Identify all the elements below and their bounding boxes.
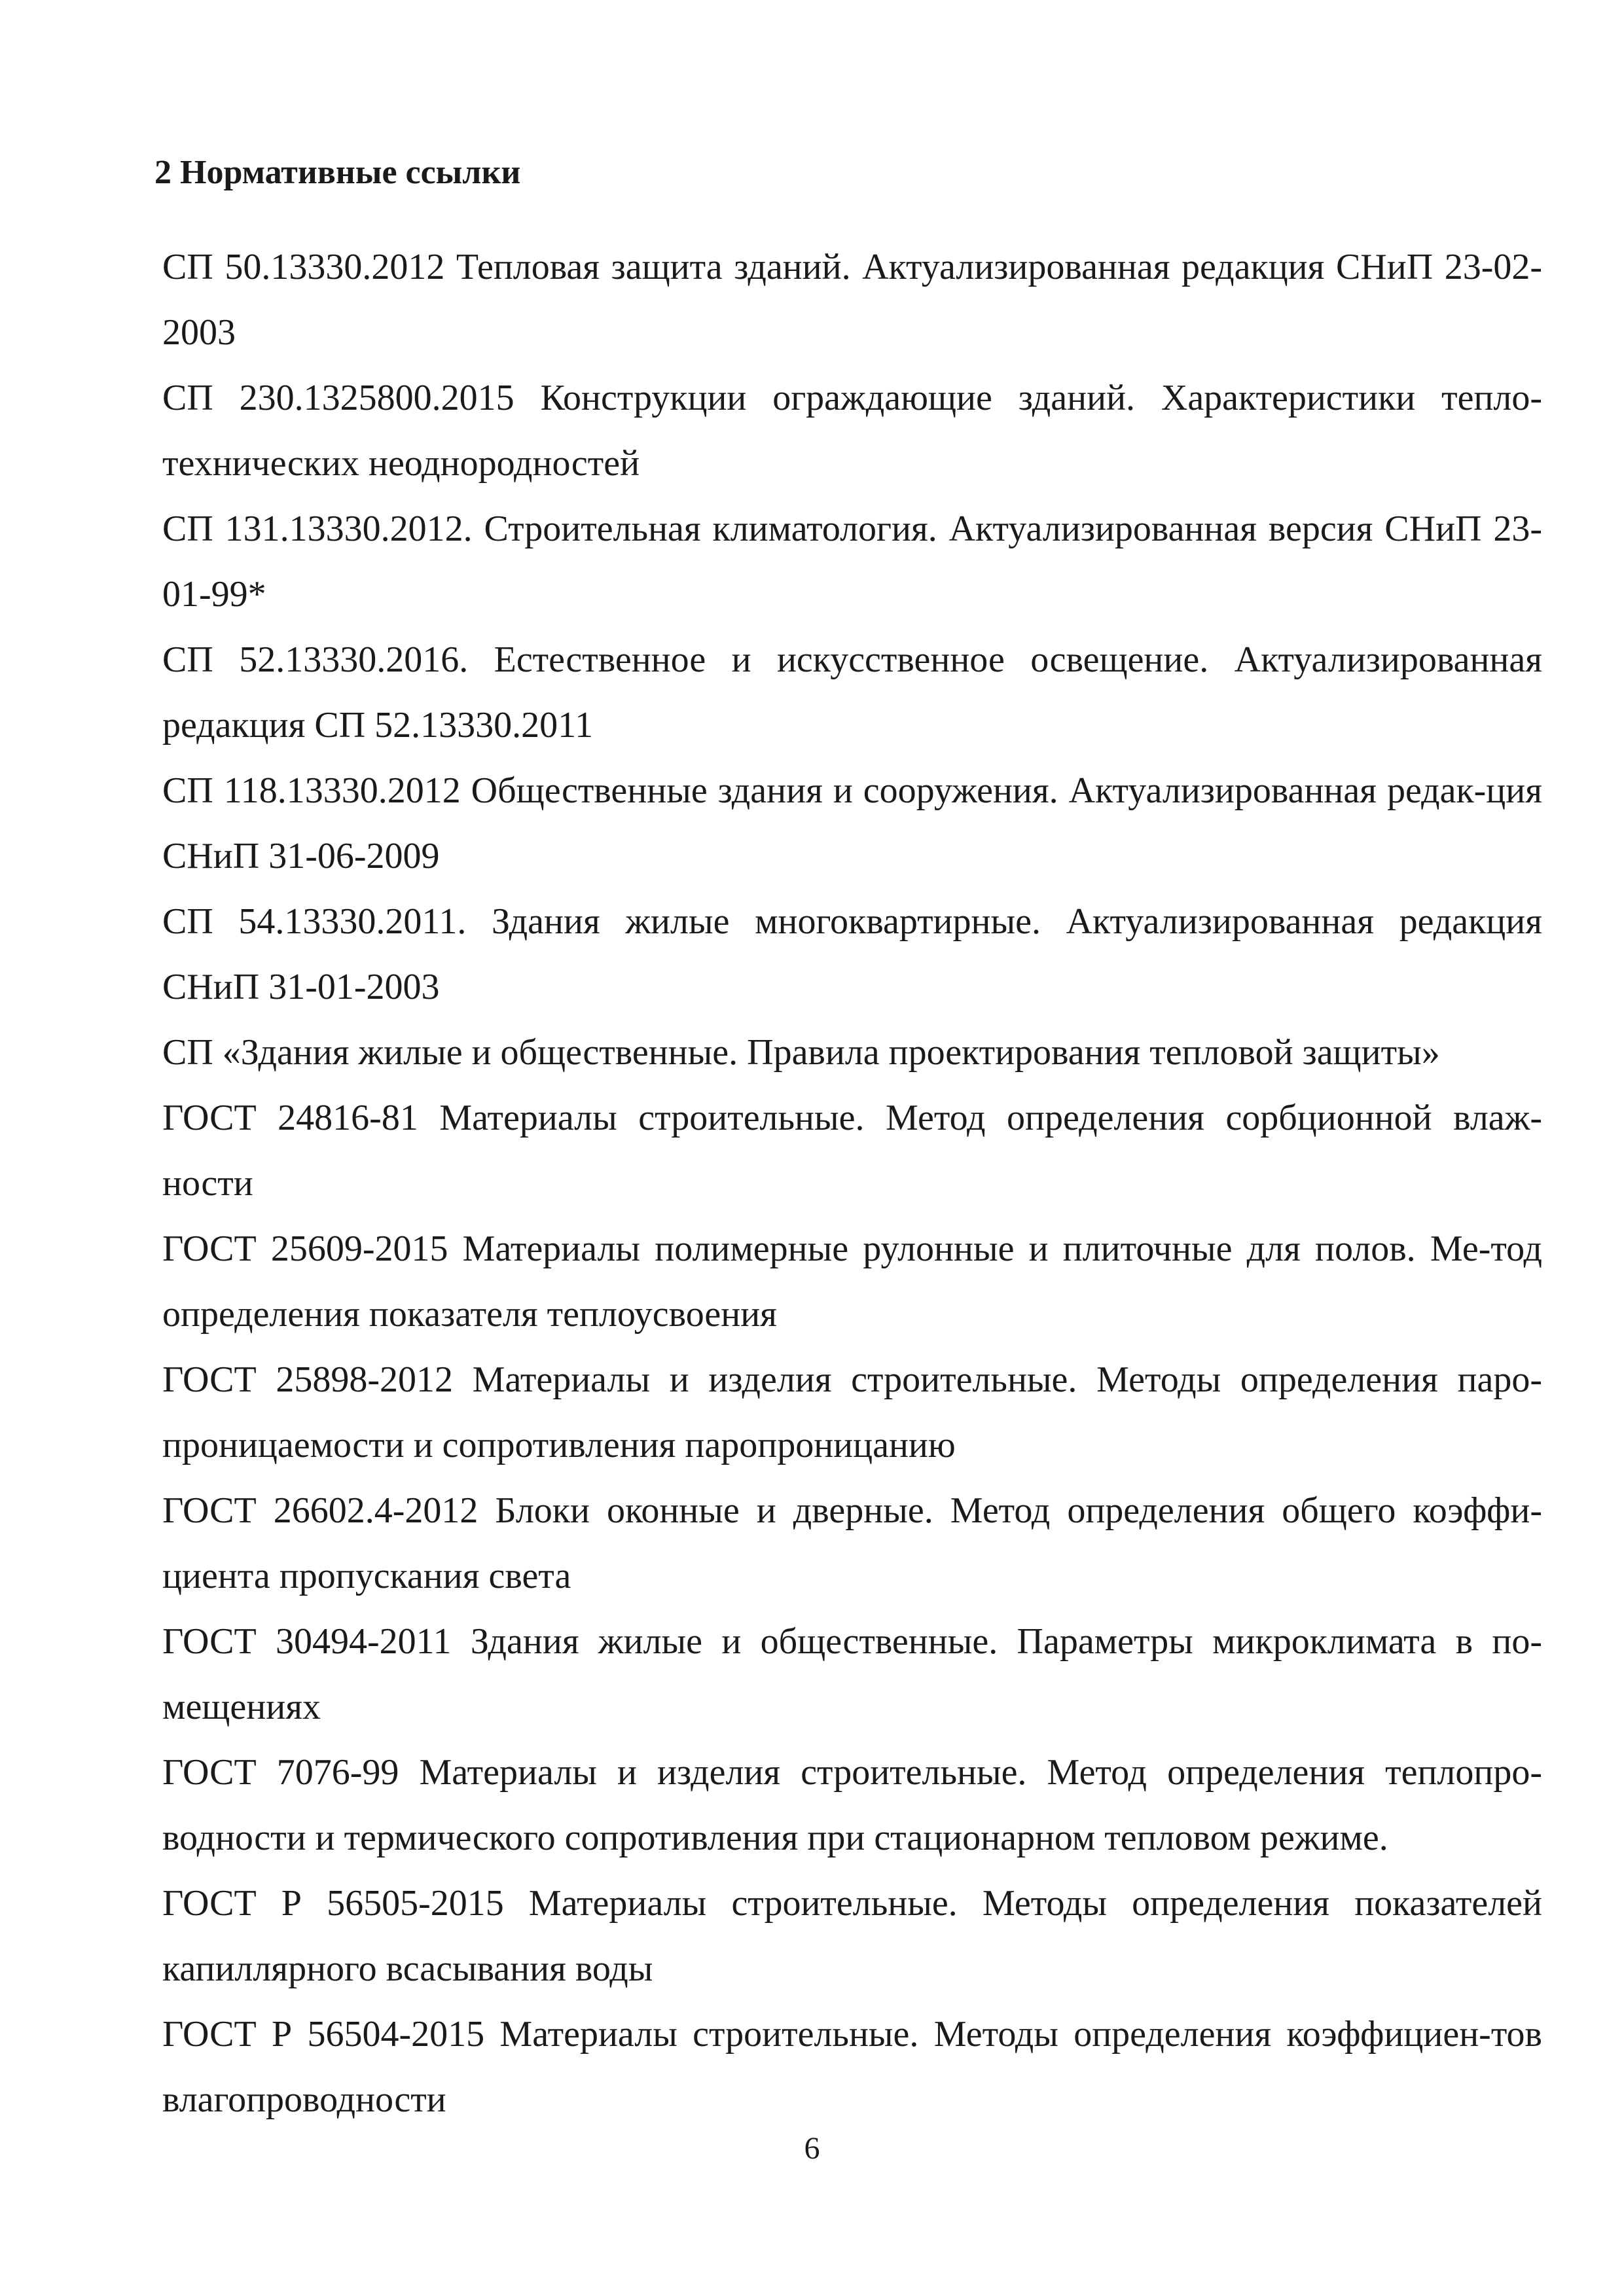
reference-item: ГОСТ 24816-81 Материалы строительные. Метод определения сорбционной влаж-ности: [162, 1098, 1542, 1204]
reference-item: ГОСТ 30494-2011 Здания жилые и общественные. Параметры микроклимата в по-мещениях: [162, 1621, 1542, 1727]
reference-item: СП 131.13330.2012. Строительная климатология. Актуализированная версия СНиП 23-01-99*: [162, 509, 1542, 615]
reference-item: СП «Здания жилые и общественные. Правила проектирования тепловой защиты»: [162, 1032, 1440, 1073]
reference-item: ГОСТ 26602.4-2012 Блоки оконные и дверные. Метод определения общего коэффи-циента пропускания света: [162, 1490, 1542, 1596]
reference-item: ГОСТ 25609-2015 Материалы полимерные рулонные и плиточные для полов. Ме-тод определения показателя теплоусвоения: [162, 1229, 1542, 1335]
reference-item: ГОСТ Р 56504-2015 Материалы строительные. Методы определения коэффициен-тов влагопроводности: [162, 2014, 1542, 2120]
reference-item: СП 54.13330.2011. Здания жилые многоквартирные. Актуализированная редакция СНиП 31-01-2003: [162, 901, 1542, 1007]
reference-item: СП 52.13330.2016. Естественное и искусственное освещение. Актуализированная редакция СП 52.13330.2011: [162, 639, 1542, 745]
reference-item: ГОСТ 7076-99 Материалы и изделия строительные. Метод определения теплопро-водности и термического сопротивления при стационарном тепловом режиме.: [162, 1752, 1542, 1858]
normative-references-list: [162, 234, 1542, 2132]
reference-item: СП 50.13330.2012 Тепловая защита зданий. Актуализированная редакция СНиП 23-02-2003: [162, 247, 1542, 353]
reference-item: СП 230.1325800.2015 Конструкции ограждающие зданий. Характеристики тепло-технических неоднородностей: [162, 378, 1542, 484]
reference-item: ГОСТ Р 56505-2015 Материалы строительные. Методы определения показателей капиллярного всасывания воды: [162, 1883, 1542, 1989]
section-heading: 2 Нормативные ссылки: [154, 154, 521, 191]
reference-item: ГОСТ 25898-2012 Материалы и изделия строительные. Методы определения паро-проницаемости и сопротивления паропроницанию: [162, 1359, 1542, 1465]
page-number: 6: [804, 2131, 820, 2166]
reference-item: СП 118.13330.2012 Общественные здания и сооружения. Актуализированная редак-ция СНиП 31-06-2009: [162, 770, 1542, 876]
